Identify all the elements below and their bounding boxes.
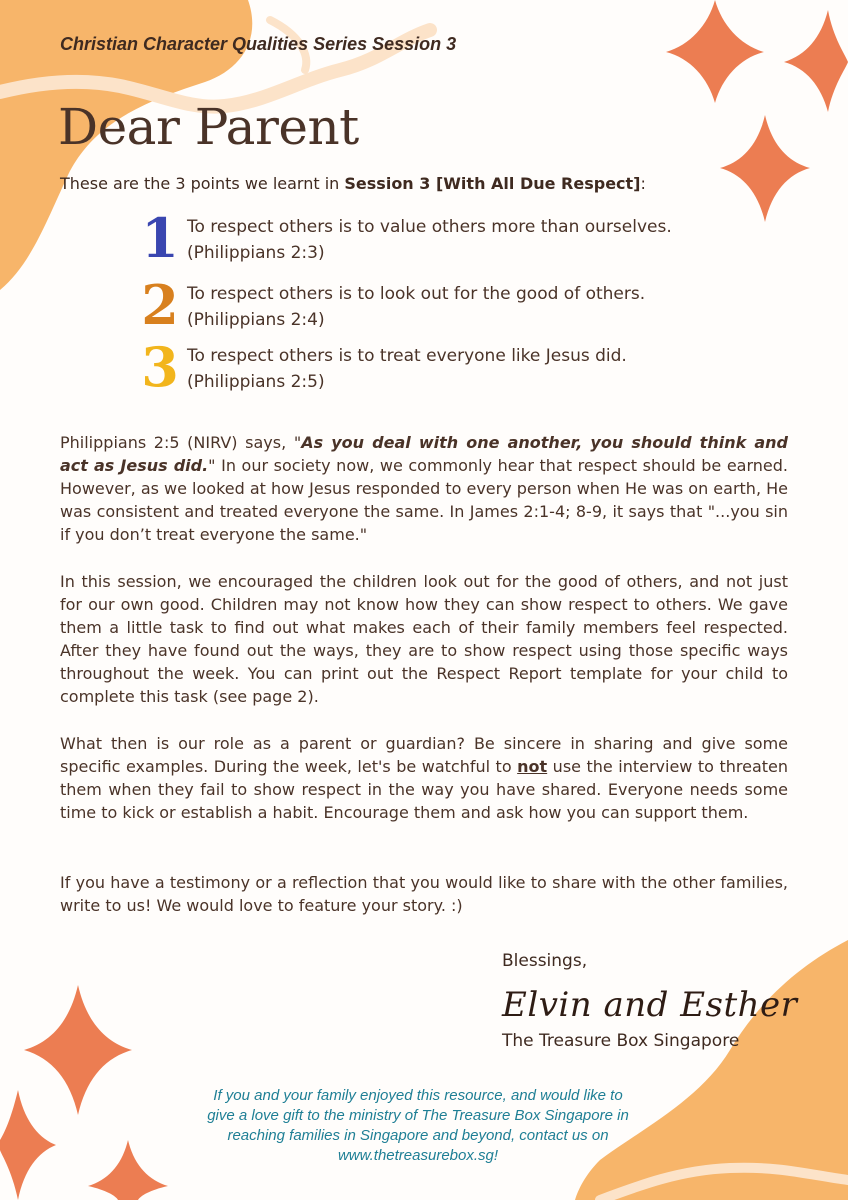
intro-suffix: : xyxy=(640,174,646,193)
blessings: Blessings, xyxy=(502,951,588,971)
paragraph-parent-role xyxy=(60,732,788,824)
paragraph-scripture xyxy=(60,431,788,546)
footer-line-1: If you and your family enjoyed this resource, and would like to xyxy=(213,1087,623,1104)
point-number-3: 3 xyxy=(141,335,179,399)
point-text-2 xyxy=(187,281,742,333)
point-number-2: 2 xyxy=(141,273,179,337)
footer-link[interactable]: www.thetreasurebox.sg! xyxy=(337,1147,499,1164)
paragraph-testimony: If you have a testimony or a reflection that you would like to share with the other families, write to us! We would love to feature your story. :) xyxy=(60,873,788,915)
paragraph-session: In this session, we encouraged the children look out for the good of others, and not just for our own good. Children may not know how they can show respect to others. We gave them a little task to find out what makes each of their family members feel respected. After they have found out the ways, they are to show respect using those specific ways throughout the week. You can print out the Respect Report template for your child to complete this task (see page 2). xyxy=(60,572,788,706)
signoff xyxy=(502,951,802,1051)
emphasis-not: not xyxy=(517,757,548,776)
point-reference: (Philippians 2:5) xyxy=(187,372,325,392)
point-statement: To respect others is to value others more than ourselves. xyxy=(187,217,672,237)
footer-note xyxy=(178,1086,658,1166)
intro-prefix: These are the 3 points we learnt in xyxy=(60,174,345,193)
para1-prefix: Philippians 2:5 (NIRV) says, " xyxy=(60,433,302,452)
footer-line-2: give a love gift to the ministry of The Treasure Box Singapore in xyxy=(207,1107,629,1124)
series-heading: Christian Character Qualities Series Session 3 xyxy=(60,34,457,54)
para3-prefix: What then is our role as a parent or guardian? Be sincere in sharing and give some specific examples. During the week, let's be watchful to xyxy=(60,734,788,776)
para1-rest: " In our society now, we commonly hear that respect should be earned. However, as we looked at how Jesus responded to every person when He was on earth, He was consistent and treated everyone the same. In James 2:1-4; 8-9, it says that "...you sin if you don’t treat everyone the same." xyxy=(60,456,789,544)
page-title: Dear Parent xyxy=(58,98,359,156)
footer-line-3: reaching families in Singapore and beyond, contact us on xyxy=(227,1127,609,1144)
scripture-quote: As you deal with one another, you should think and act as Jesus did. xyxy=(60,433,788,475)
point-reference: (Philippians 2:4) xyxy=(187,310,325,330)
point-text-3 xyxy=(187,343,742,395)
session-name: Session 3 [With All Due Respect] xyxy=(344,174,641,193)
point-text-1 xyxy=(187,214,742,266)
intro-line xyxy=(60,174,646,193)
point-statement: To respect others is to look out for the good of others. xyxy=(187,284,646,304)
point-statement: To respect others is to treat everyone like Jesus did. xyxy=(187,346,627,366)
organization-name: The Treasure Box Singapore xyxy=(502,1031,740,1051)
point-number-1: 1 xyxy=(141,206,179,270)
point-reference: (Philippians 2:3) xyxy=(187,243,325,263)
handwritten-signature: Elvin and Esther xyxy=(502,985,798,1025)
para3-rest: use the interview to threaten them when they fail to show respect in the way you have shared. Everyone needs some time to kick or establish a habit. Encourage them and ask how you can support them. xyxy=(60,757,789,822)
